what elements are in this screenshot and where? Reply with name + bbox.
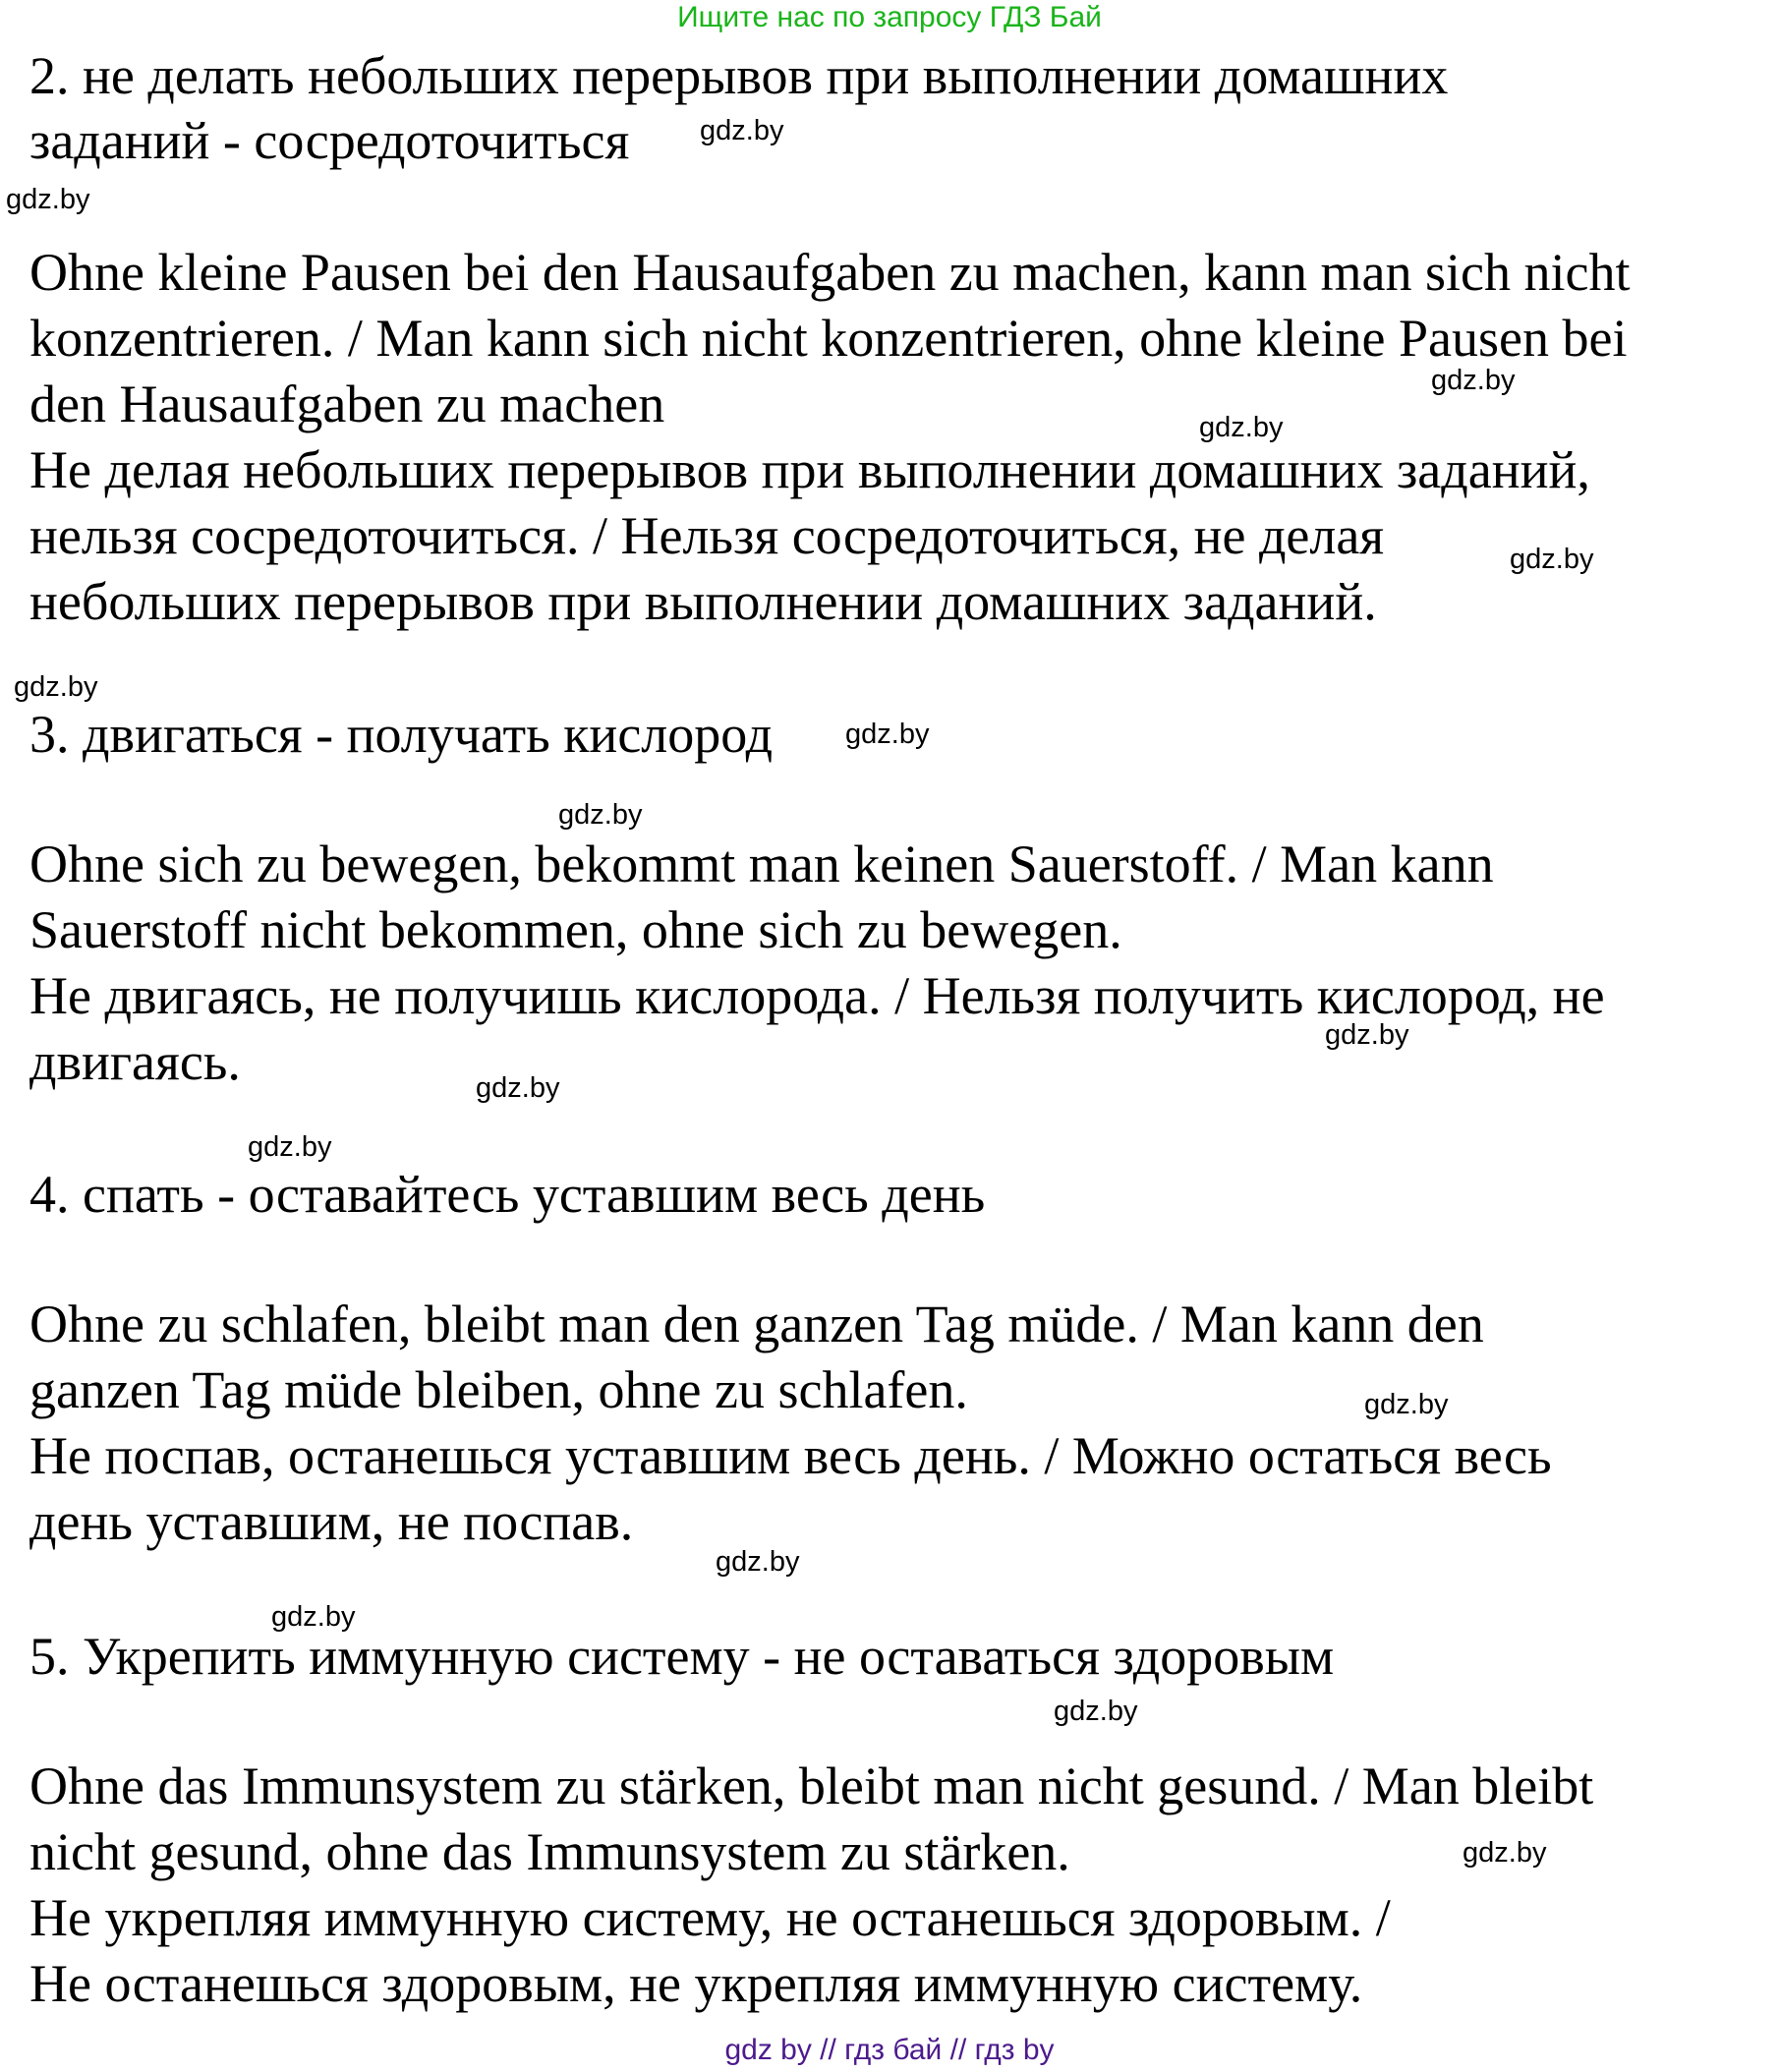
watermark: gdz.by [1199, 412, 1284, 443]
watermark: gdz.by [6, 184, 90, 215]
watermark: gdz.by [476, 1072, 560, 1104]
item-2-german-1: Ohne kleine Pausen bei den Hausaufgaben zu machen, kann man sich nicht [29, 243, 1631, 302]
watermark: gdz.by [558, 799, 643, 831]
item-2-title-cont: заданий - сосредоточиться [29, 111, 630, 170]
watermark: gdz.by [1325, 1019, 1409, 1051]
item-3-russian-2: двигаясь. [29, 1032, 241, 1091]
item-5-title: 5. Укрепить иммунную систему - не оставаться здоровым [29, 1627, 1335, 1686]
item-5-german-1: Ohne das Immunsystem zu stärken, bleibt man nicht gesund. / Man bleibt [29, 1756, 1594, 1815]
item-2-russian-3: небольших перерывов при выполнении домашних заданий. [29, 572, 1377, 631]
watermark: gdz.by [1364, 1389, 1449, 1420]
watermark: gdz.by [1431, 365, 1516, 396]
watermark: gdz.by [1510, 544, 1594, 575]
watermark: gdz.by [1463, 1837, 1547, 1869]
item-3-german-2: Sauerstoff nicht bekommen, ohne sich zu bewegen. [29, 900, 1122, 959]
watermark: gdz.by [845, 719, 930, 750]
header-search-link[interactable]: Ищите нас по запросу ГДЗ Бай [677, 1, 1102, 33]
watermark: gdz.by [14, 671, 98, 703]
item-2-russian-1: Не делая небольших перерывов при выполнении домашних заданий, [29, 440, 1590, 499]
item-4-german-1: Ohne zu schlafen, bleibt man den ganzen Tag müde. / Man kann den [29, 1295, 1484, 1353]
item-4-german-2: ganzen Tag müde bleiben, ohne zu schlafen. [29, 1360, 968, 1419]
item-5-russian-2: Не останешься здоровым, не укрепляя иммунную систему. [29, 1954, 1363, 2013]
watermark: gdz.by [1054, 1696, 1138, 1727]
item-3-title: 3. двигаться - получать кислород [29, 705, 774, 764]
footer-links[interactable]: gdz by // гдз бай // гдз by [724, 2034, 1055, 2066]
item-2-title: 2. не делать небольших перерывов при выполнении домашних [29, 46, 1449, 105]
item-4-russian-2: день уставшим, не поспав. [29, 1492, 634, 1551]
watermark: gdz.by [700, 115, 784, 146]
item-2-german-2: konzentrieren. / Man kann sich nicht konzentrieren, ohne kleine Pausen bei [29, 309, 1628, 368]
item-2-german-3: den Hausaufgaben zu machen [29, 374, 665, 433]
watermark: gdz.by [716, 1546, 800, 1578]
item-5-german-2: nicht gesund, ohne das Immunsystem zu stärken. [29, 1822, 1070, 1881]
watermark: gdz.by [271, 1601, 356, 1633]
watermark: gdz.by [248, 1131, 332, 1163]
item-4-russian-1: Не поспав, останешься уставшим весь день. / Можно остаться весь [29, 1426, 1552, 1485]
item-3-russian-1: Не двигаясь, не получишь кислорода. / Нельзя получить кислород, не [29, 966, 1605, 1025]
item-2-russian-2: нельзя сосредоточиться. / Нельзя сосредоточиться, не делая [29, 506, 1385, 565]
item-3-german-1: Ohne sich zu bewegen, bekommt man keinen Sauerstoff. / Man kann [29, 835, 1494, 893]
item-4-title: 4. спать - оставайтесь уставшим весь день [29, 1165, 986, 1224]
item-5-russian-1: Не укрепляя иммунную систему, не останешься здоровым. / [29, 1888, 1391, 1947]
